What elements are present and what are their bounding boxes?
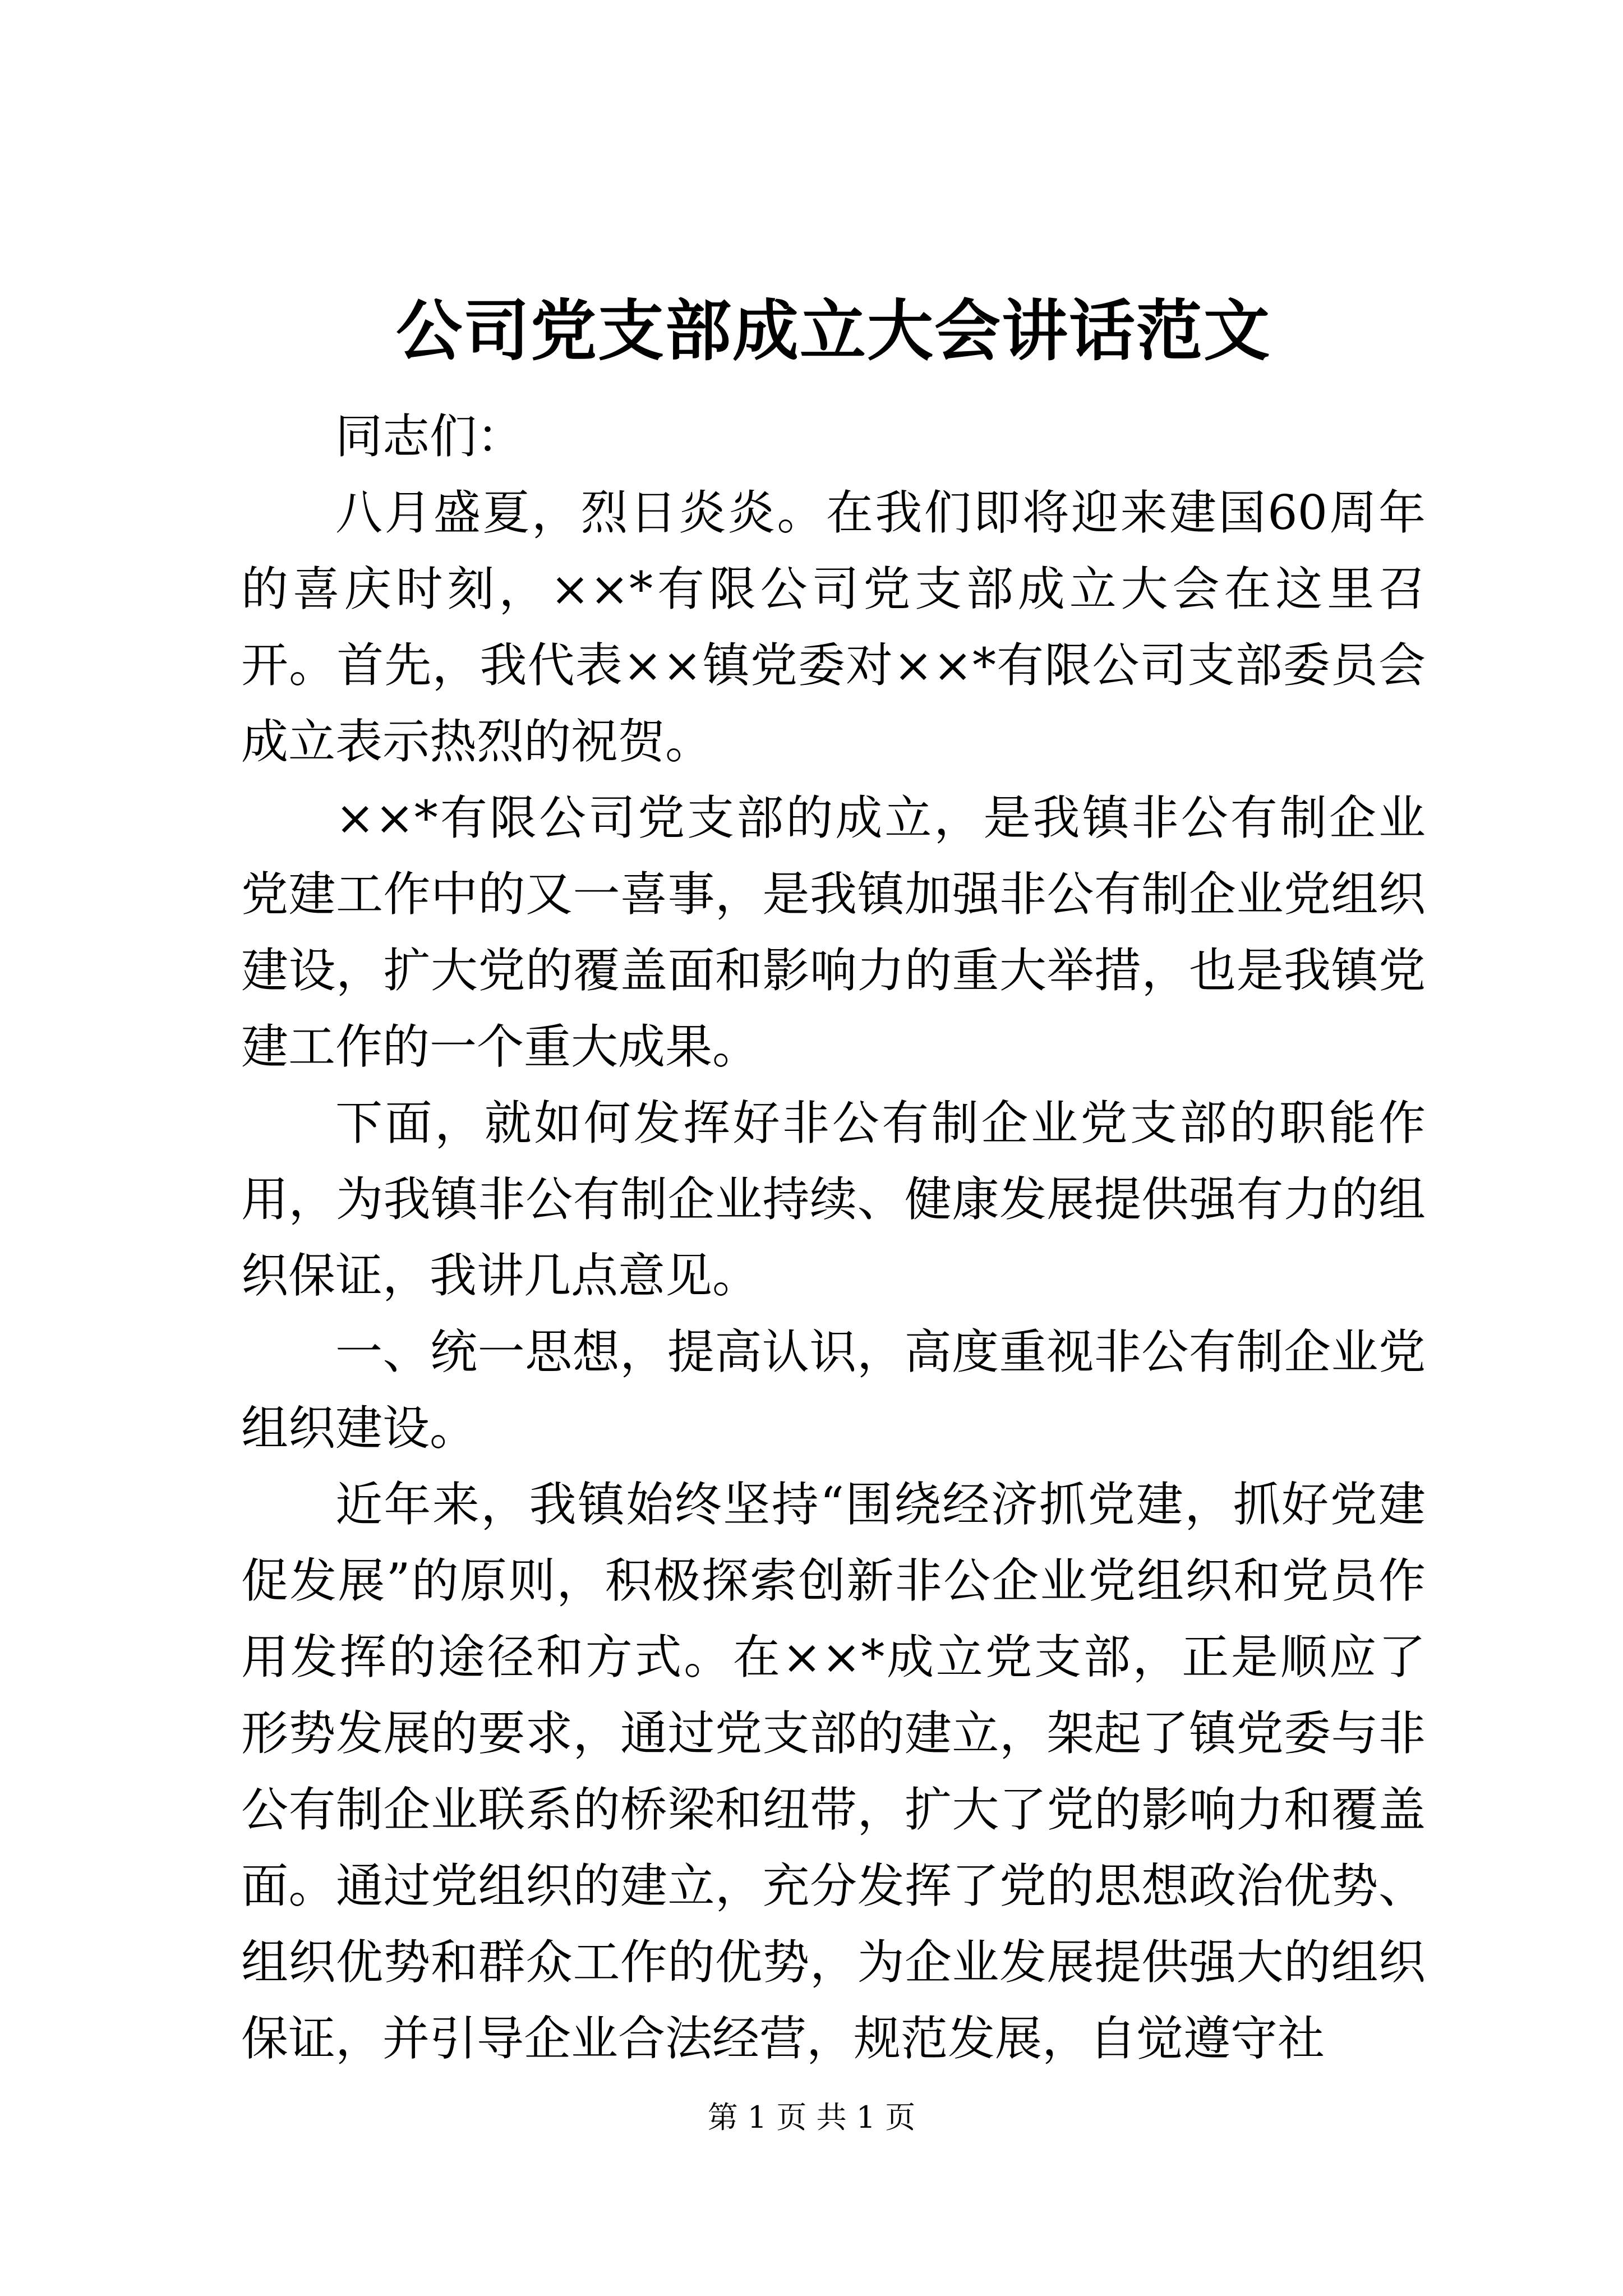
paragraph-4: 近年来，我镇始终坚持“围绕经济抓党建，抓好党建促发展”的原则，积极探索创新非公企业党组织和党员作用发挥的途径和方式。在××*成立党支部，正是顺应了形势发展的要求，通过党支部的建立，架起了镇党委与非公有制企业联系的桥梁和纽带，扩大了党的影响力和覆盖面。通过党组织的建立，充分发挥了党的思想政治优势、组织优势和群众工作的优势，为企业发展提供强大的组织保证，并引导企业合法经营，规范发展，自觉遵守社 <box>241 1477 1426 2066</box>
document-title: 公司党支部成立大会讲话范文 <box>395 292 1271 370</box>
paragraph-1: 八月盛夏，烈日炎炎。在我们即将迎来建国60周年的喜庆时刻，××*有限公司党支部成立大会在这里召开。首先，我代表××镇党委对××*有限公司支部委员会成立表示热烈的祝贺。 <box>241 485 1426 769</box>
paragraph-2: ××*有限公司党支部的成立，是我镇非公有制企业党建工作中的又一喜事，是我镇加强非公有制企业党组织建设，扩大党的覆盖面和影响力的重大举措，也是我镇党建工作的一个重大成果。 <box>241 790 1426 1074</box>
paragraph-3: 下面，就如何发挥好非公有制企业党支部的职能作用，为我镇非公有制企业持续、健康发展提供强有力的组织保证，我讲几点意见。 <box>241 1096 1426 1303</box>
section-heading-1: 一、统一思想，提高认识，高度重视非公有制企业党组织建设。 <box>241 1324 1426 1456</box>
salutation: 同志们： <box>335 409 524 464</box>
page-footer: 第 1 页 共 1 页 <box>707 2100 916 2135</box>
document-body <box>241 280 1426 2077</box>
